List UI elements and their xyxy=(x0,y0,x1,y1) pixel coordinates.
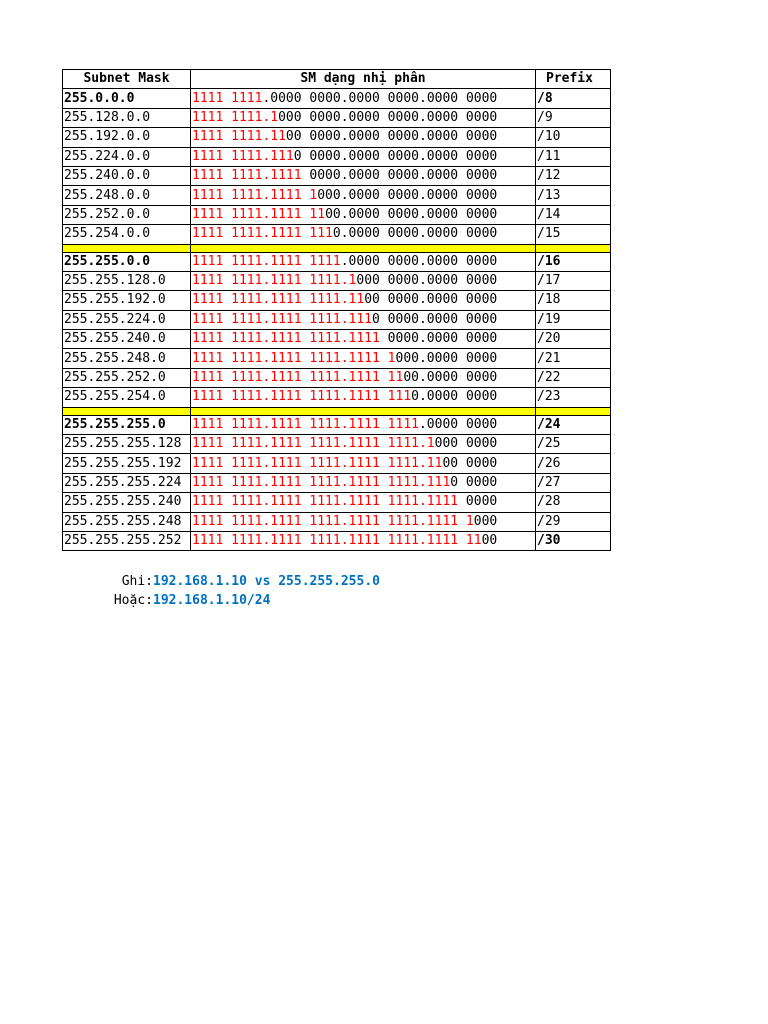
binary-network-bits: 1111 1111.1111 1111.1111 11 xyxy=(192,370,404,386)
prefix-cell: /22 xyxy=(536,368,611,387)
subnet-mask-cell: 255.255.252.0 xyxy=(63,368,191,387)
note-label: Hoặc: xyxy=(113,593,153,608)
prefix-cell: /19 xyxy=(536,310,611,329)
subnet-mask-cell: 255.255.128.0 xyxy=(63,271,191,290)
binary-cell xyxy=(191,225,536,244)
binary-host-bits: 00 xyxy=(481,533,498,549)
table-row xyxy=(63,473,611,492)
binary-network-bits: 1111 1111.1111 1111.1111 xyxy=(192,331,380,347)
binary-cell xyxy=(191,128,536,147)
subnet-mask-cell: 255.255.255.224 xyxy=(63,473,191,492)
binary-network-bits: 1111 1111.1111 1111.1111 1111.111 xyxy=(192,475,451,490)
binary-network-bits: 1111 1111.1111 1111.1111 1111.1111 1 xyxy=(192,513,474,529)
binary-host-bits: 000 0000.0000 0000 xyxy=(356,273,498,289)
binary-host-bits: 00 0000.0000 0000 xyxy=(364,292,498,308)
subnet-mask-cell: 255.255.255.240 xyxy=(63,493,191,512)
prefix-cell: /26 xyxy=(536,454,611,473)
separator-cell xyxy=(63,244,191,252)
prefix-cell: /30 xyxy=(536,531,611,550)
binary-network-bits: 1111 1111.1111 1 xyxy=(192,187,318,203)
binary-network-bits: 1111 1111.1111 1111.1 xyxy=(192,273,357,289)
binary-cell xyxy=(191,291,536,310)
subnet-mask-cell: 255.255.240.0 xyxy=(63,330,191,349)
binary-cell xyxy=(191,310,536,329)
binary-host-bits: 000.0000 0000 xyxy=(395,350,498,366)
binary-cell xyxy=(191,271,536,290)
table-row xyxy=(63,435,611,454)
binary-network-bits: 1111 1111.1111 1111.11 xyxy=(192,292,365,308)
binary-host-bits: .0000 0000.0000 0000 xyxy=(340,253,498,269)
separator-cell xyxy=(536,244,611,252)
table-row xyxy=(63,166,611,185)
binary-host-bits: .0000 0000.0000 0000.0000 0000 xyxy=(262,90,498,106)
binary-network-bits: 1111 1111.11 xyxy=(192,129,286,145)
binary-cell xyxy=(191,89,536,108)
subnet-mask-cell: 255.255.255.0 xyxy=(63,415,191,434)
binary-cell xyxy=(191,252,536,271)
prefix-cell: /17 xyxy=(536,271,611,290)
subnet-mask-cell: 255.255.255.128 xyxy=(63,435,191,454)
note-value: 192.168.1.10/24 xyxy=(153,593,271,608)
header-subnet-mask: Subnet Mask xyxy=(63,70,191,89)
table-header-row xyxy=(63,70,611,89)
separator-cell xyxy=(191,244,536,252)
binary-host-bits: 00 0000 xyxy=(442,455,498,471)
subnet-mask-cell: 255.248.0.0 xyxy=(63,186,191,205)
header-binary: SM dạng nhị phân xyxy=(191,70,536,89)
prefix-cell: /8 xyxy=(536,89,611,108)
note-line-1 xyxy=(108,574,380,589)
subnet-mask-cell: 255.255.254.0 xyxy=(63,388,191,407)
prefix-cell: /21 xyxy=(536,349,611,368)
note-line-2 xyxy=(108,593,270,608)
subnet-mask-cell: 255.255.192.0 xyxy=(63,291,191,310)
table-row xyxy=(63,128,611,147)
binary-cell xyxy=(191,108,536,127)
separator-row xyxy=(63,407,611,415)
binary-cell xyxy=(191,493,536,512)
binary-host-bits: 00.0000 0000.0000 0000 xyxy=(325,206,498,222)
binary-host-bits: 000 0000.0000 0000.0000 0000 xyxy=(278,109,498,125)
binary-host-bits: 0.0000 0000 xyxy=(411,389,498,405)
binary-cell xyxy=(191,415,536,434)
table-row xyxy=(63,225,611,244)
binary-host-bits: 0000 xyxy=(458,494,498,510)
subnet-mask-cell: 255.0.0.0 xyxy=(63,89,191,108)
binary-cell xyxy=(191,512,536,531)
binary-cell xyxy=(191,531,536,550)
table-row xyxy=(63,89,611,108)
binary-network-bits: 1111 1111.1111 1111.1111 1111.1 xyxy=(192,436,435,452)
subnet-mask-cell: 255.255.255.192 xyxy=(63,454,191,473)
binary-cell xyxy=(191,349,536,368)
binary-host-bits: 00 0000.0000 0000.0000 0000 xyxy=(285,129,498,145)
prefix-cell: /24 xyxy=(536,415,611,434)
binary-host-bits: 0000.0000 0000 xyxy=(379,331,498,347)
subnet-mask-cell: 255.254.0.0 xyxy=(63,225,191,244)
table-row xyxy=(63,271,611,290)
table-row xyxy=(63,291,611,310)
table-row xyxy=(63,108,611,127)
prefix-cell: /15 xyxy=(536,225,611,244)
subnet-mask-cell: 255.128.0.0 xyxy=(63,108,191,127)
subnet-mask-cell: 255.255.255.252 xyxy=(63,531,191,550)
table-row xyxy=(63,388,611,407)
table-row xyxy=(63,252,611,271)
binary-network-bits: 1111 1111.1111 1111.1111 1111.1111 11 xyxy=(192,533,482,549)
binary-cell xyxy=(191,454,536,473)
binary-host-bits: 00.0000 0000 xyxy=(403,370,498,386)
binary-cell xyxy=(191,473,536,492)
subnet-mask-cell: 255.224.0.0 xyxy=(63,147,191,166)
binary-host-bits: 000 0000 xyxy=(434,436,498,452)
prefix-cell: /29 xyxy=(536,512,611,531)
prefix-cell: /11 xyxy=(536,147,611,166)
binary-network-bits: 1111 1111.1111 111 xyxy=(192,226,333,242)
subnet-mask-cell: 255.192.0.0 xyxy=(63,128,191,147)
binary-network-bits: 1111 1111.1111 1111.111 xyxy=(192,311,373,327)
subnet-mask-cell: 255.252.0.0 xyxy=(63,205,191,224)
binary-cell xyxy=(191,368,536,387)
prefix-cell: /14 xyxy=(536,205,611,224)
table-row xyxy=(63,368,611,387)
table-row xyxy=(63,512,611,531)
binary-network-bits: 1111 1111.111 xyxy=(192,148,294,164)
table-row xyxy=(63,349,611,368)
binary-host-bits: 0000.0000 0000.0000 0000 xyxy=(301,168,498,184)
binary-network-bits: 1111 1111.1111 1111 xyxy=(192,253,341,269)
binary-network-bits: 1111 1111.1111 1111.1111 1111.1111 xyxy=(192,494,459,510)
binary-host-bits: 000 xyxy=(473,513,498,529)
table-row xyxy=(63,186,611,205)
prefix-cell: /20 xyxy=(536,330,611,349)
binary-cell xyxy=(191,388,536,407)
binary-network-bits: 1111 1111.1111 11 xyxy=(192,206,326,222)
separator-cell xyxy=(63,407,191,415)
table-body xyxy=(63,89,611,551)
note-label: Ghi: xyxy=(121,574,153,589)
prefix-cell: /27 xyxy=(536,473,611,492)
table-row xyxy=(63,310,611,329)
table-row xyxy=(63,205,611,224)
subnet-mask-cell: 255.255.224.0 xyxy=(63,310,191,329)
binary-cell xyxy=(191,330,536,349)
prefix-cell: /23 xyxy=(536,388,611,407)
subnet-mask-cell: 255.255.0.0 xyxy=(63,252,191,271)
table-row xyxy=(63,531,611,550)
table-row xyxy=(63,493,611,512)
subnet-mask-cell: 255.255.255.248 xyxy=(63,512,191,531)
table-row xyxy=(63,454,611,473)
prefix-cell: /18 xyxy=(536,291,611,310)
binary-cell xyxy=(191,435,536,454)
binary-host-bits: 0 0000 xyxy=(450,475,498,490)
binary-host-bits: 000.0000 0000.0000 0000 xyxy=(317,187,498,203)
prefix-cell: /12 xyxy=(536,166,611,185)
table-row xyxy=(63,415,611,434)
binary-network-bits: 1111 1111.1111 1111.1111 111 xyxy=(192,389,412,405)
binary-host-bits: 0.0000 0000.0000 0000 xyxy=(332,226,498,242)
separator-cell xyxy=(536,407,611,415)
binary-host-bits: 0 0000.0000 0000.0000 0000 xyxy=(293,148,498,164)
binary-network-bits: 1111 1111.1111 1111.1111 1 xyxy=(192,350,396,366)
binary-host-bits: 0 0000.0000 0000 xyxy=(372,311,498,327)
header-prefix: Prefix xyxy=(536,70,611,89)
prefix-cell: /13 xyxy=(536,186,611,205)
prefix-cell: /25 xyxy=(536,435,611,454)
binary-network-bits: 1111 1111.1111 1111.1111 1111 xyxy=(192,416,419,432)
binary-host-bits: .0000 0000 xyxy=(418,416,498,432)
binary-network-bits: 1111 1111.1 xyxy=(192,109,279,125)
prefix-cell: /28 xyxy=(536,493,611,512)
separator-row xyxy=(63,244,611,252)
binary-cell xyxy=(191,205,536,224)
subnet-mask-table xyxy=(62,69,611,551)
separator-cell xyxy=(191,407,536,415)
table-row xyxy=(63,147,611,166)
subnet-mask-cell: 255.240.0.0 xyxy=(63,166,191,185)
subnet-mask-cell: 255.255.248.0 xyxy=(63,349,191,368)
prefix-cell: /9 xyxy=(536,108,611,127)
binary-network-bits: 1111 1111.1111 xyxy=(192,168,302,184)
table-row xyxy=(63,330,611,349)
binary-cell xyxy=(191,147,536,166)
binary-network-bits: 1111 1111 xyxy=(192,90,263,106)
prefix-cell: /10 xyxy=(536,128,611,147)
binary-cell xyxy=(191,166,536,185)
prefix-cell: /16 xyxy=(536,252,611,271)
note-value: 192.168.1.10 vs 255.255.255.0 xyxy=(153,574,380,589)
binary-cell xyxy=(191,186,536,205)
binary-network-bits: 1111 1111.1111 1111.1111 1111.11 xyxy=(192,455,443,471)
